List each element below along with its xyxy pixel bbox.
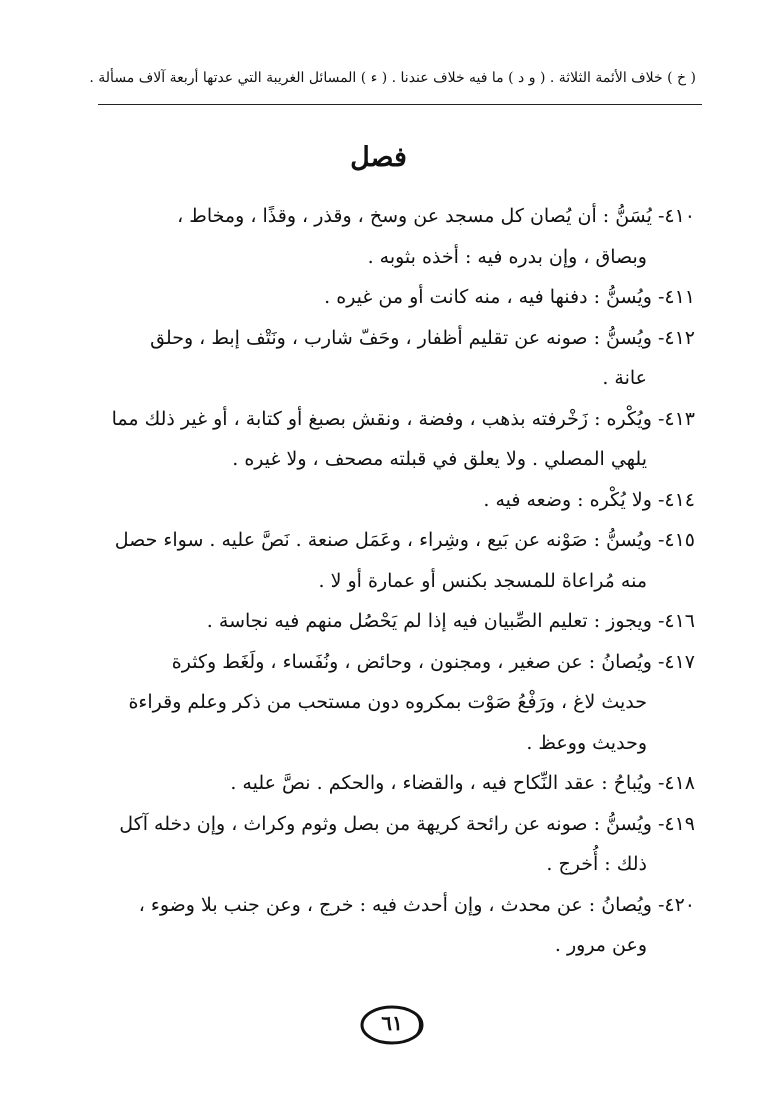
entry-number: ٤٢٠- (657, 893, 695, 916)
section-title: فصل (350, 142, 407, 173)
entry-text: ويُسنُّ : صَوْنه عن بَيع ، وشِراء ، وعَمَل صنعة . نَصَّ عليه . سواء حصل (114, 529, 652, 551)
entry-number: ٤١٧- (657, 650, 695, 673)
entry-continuation: ذلك : أُخرج . (546, 853, 647, 875)
entry-number: ٤١٤- (657, 488, 695, 511)
entry-text: يُسَنُّ : أن يُصان كل مسجد عن وسخ ، وقذر ، وقذًا ، ومخاط ، (177, 205, 652, 227)
page-number: ٦١ (381, 1011, 403, 1035)
entry-continuation: حديث لاغ ، ورَفْعُ صَوْت بمكروه دون مستحب من ذكر وعلم وقراءة وحديث ووعظ . (128, 691, 647, 754)
entry-419 (99, 804, 695, 885)
entry-text: ويُسنُّ : دفنها فيه ، منه كانت أو من غيره . (324, 286, 652, 308)
entry-420 (99, 885, 695, 966)
entry-text: ويُصانُ : عن محدث ، وإن أحدث فيه : خرج ، وعن جنب بلا وضوء ، (138, 893, 652, 916)
entry-text: ولا يُكْره : وضعه فيه . (483, 488, 652, 511)
entries-list (99, 196, 695, 966)
entry-411 (99, 277, 695, 318)
entry-414 (99, 480, 695, 521)
header-divider (98, 104, 702, 105)
entry-continuation: يلهي المصلي . ولا يعلق في قبلته مصحف ، ولا غيره . (232, 448, 647, 470)
entry-number: ٤١٦- (657, 610, 695, 632)
page-number-ornament (355, 1003, 433, 1047)
entry-number: ٤١٩- (657, 812, 695, 835)
entry-continuation: وبصاق ، وإن بدره فيه : أخذه بثوبه . (367, 245, 647, 268)
entry-number: ٤١١- (657, 286, 695, 308)
entry-418 (99, 763, 695, 804)
entry-number: ٤١٢- (657, 326, 695, 349)
entry-continuation: عانة . (602, 367, 647, 389)
entry-text: ويُسنُّ : صونه عن رائحة كريهة من بصل وثوم وكراث ، وإن دخله آكل (119, 812, 652, 835)
entry-413 (99, 399, 695, 480)
entry-continuation: وعن مرور . (554, 934, 647, 956)
entry-410 (99, 196, 695, 277)
entry-416 (99, 601, 695, 642)
entry-number: ٤١٥- (657, 529, 695, 551)
entry-continuation: منه مُراعاة للمسجد بكنس أو عمارة أو لا . (318, 569, 647, 592)
running-header: ( خ ) خلاف الأئمة الثلاثة . ( و د ) ما فيه خلاف عندنا . ( ء ) المسائل الغريبة التي عدتها أربعة آلاف مسألة . (89, 70, 696, 86)
entry-text: ويُصانُ : عن صغير ، ومجنون ، وحائض ، ونُفَساء ، ولَغَط وكثرة (171, 650, 652, 673)
entry-text: ويُسنُّ : صونه عن تقليم أظفار ، وحَفّ شارب ، ونَتْف إبط ، وحلق (150, 326, 652, 349)
entry-412 (99, 318, 695, 399)
entry-text: ويجوز : تعليم الصِّبيان فيه إذا لم يَحْصُل منهم فيه نجاسة . (206, 610, 652, 632)
entry-417 (99, 642, 695, 764)
entry-text: ويُباحُ : عقد النِّكاح فيه ، والقضاء ، والحكم . نصَّ عليه . (230, 772, 652, 794)
entry-number: ٤١٣- (657, 407, 695, 430)
entry-415 (99, 520, 695, 601)
entry-text: ويُكْره : زَخْرفته بذهب ، وفضة ، ونقش بصبغ أو كتابة ، أو غير ذلك مما (111, 407, 652, 430)
entry-number: ٤١٠- (657, 205, 695, 227)
entry-number: ٤١٨- (657, 772, 695, 794)
